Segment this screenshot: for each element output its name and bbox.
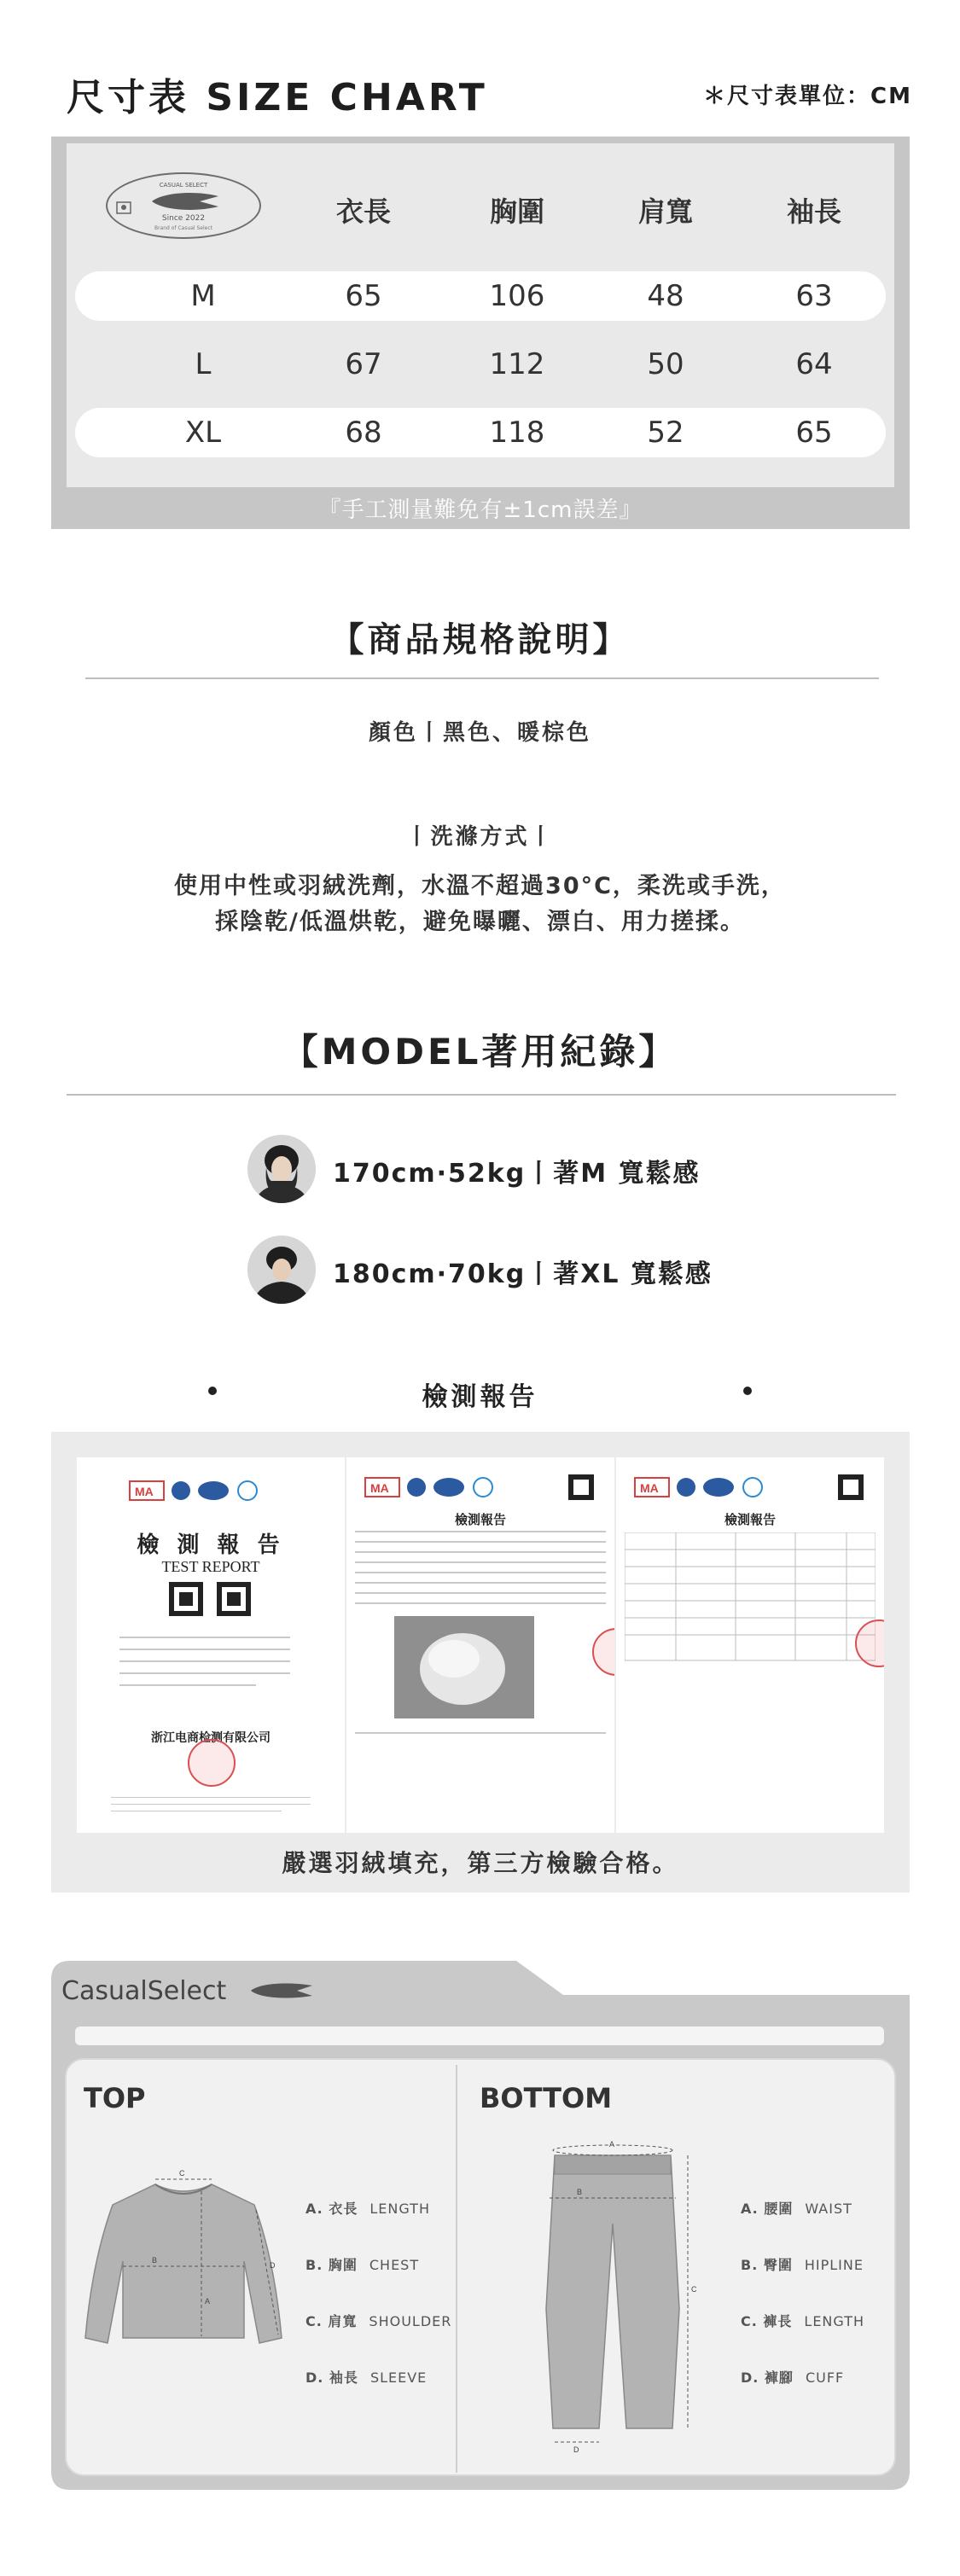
- svg-text:A: A: [205, 2297, 211, 2306]
- red-stamp-icon: [188, 1739, 236, 1787]
- svg-text:B: B: [577, 2188, 583, 2196]
- svg-text:B: B: [152, 2256, 158, 2265]
- divider: [75, 2026, 884, 2045]
- test-report-page-2: [346, 1457, 614, 1833]
- size-chart-inner: [67, 143, 894, 487]
- measurement-error-note: 『手工測量難免有±1cm誤差』: [318, 497, 643, 523]
- svg-text:D: D: [573, 2445, 579, 2454]
- qr-code-icon: [169, 1582, 254, 1616]
- red-stamp-icon: [592, 1628, 614, 1676]
- wash-instructions: 使用中性或羽絨洗劑，水溫不超過30°C，柔洗或手洗， 採陰乾/低溫烘乾，避免曝曬、漂白、用力搓揉。: [174, 873, 786, 935]
- divider: [85, 677, 879, 679]
- bottom-label-hipline: B. 臀圍 HIPLINE: [741, 2257, 864, 2273]
- size-chart-title: 尺寸表 SIZE CHART: [67, 76, 488, 119]
- brand-logo-icon: [249, 1981, 314, 2000]
- header-length: 衣長: [335, 195, 391, 228]
- size-chart-unit: ＊尺寸表單位：CM: [703, 84, 912, 109]
- report-caption: 嚴選羽絨填充，第三方檢驗合格。: [282, 1849, 679, 1877]
- model-record: [247, 1135, 845, 1203]
- svg-text:MA: MA: [640, 1481, 659, 1495]
- bottom-label-waist: A. 腰圍 WAIST: [741, 2201, 852, 2217]
- divider: [456, 2065, 457, 2473]
- size-chart-table: [51, 137, 910, 529]
- svg-text:MA: MA: [135, 1485, 154, 1498]
- bottom-label-length: C. 褲長 LENGTH: [741, 2313, 865, 2329]
- model-record-text: 180cm·70kg丨著XL 寬鬆感: [333, 1259, 713, 1289]
- model-title: 【MODEL著用紀錄】: [282, 1031, 678, 1073]
- wash-title: 丨洗滌方式丨: [405, 824, 555, 850]
- top-label-sleeve: D. 袖長 SLEEVE: [305, 2370, 428, 2386]
- test-report-page-3: [616, 1457, 884, 1833]
- bottom-label-cuff: D. 褲腳 CUFF: [741, 2370, 845, 2386]
- report-doc-title: 檢測報告: [454, 1512, 506, 1527]
- top-label-shoulder: C. 肩寬 SHOULDER: [305, 2313, 452, 2329]
- table-row: L 67 112 50 64: [195, 347, 833, 381]
- sweater-diagram-icon: [77, 2167, 290, 2364]
- header-chest: 胸圍: [489, 195, 544, 228]
- svg-text:C: C: [691, 2285, 697, 2294]
- bottom-guide-title: BOTTOM: [480, 2082, 613, 2114]
- male-model-avatar-icon: [247, 1236, 316, 1304]
- report-doc-title: 檢 測 報 告: [137, 1532, 285, 1558]
- svg-text:A: A: [609, 2140, 615, 2149]
- top-label-length: A. 衣長 LENGTH: [305, 2201, 430, 2217]
- top-label-chest: B. 胸圍 CHEST: [305, 2257, 420, 2273]
- svg-text:D: D: [270, 2261, 276, 2270]
- report-company: 浙江电商检测有限公司: [151, 1731, 271, 1745]
- model-record-text: 170cm·52kg丨著M 寬鬆感: [333, 1159, 701, 1189]
- report-doc-title: 檢測報告: [724, 1512, 776, 1527]
- report-title: 檢測報告: [422, 1382, 538, 1412]
- top-guide-title: TOP: [84, 2082, 146, 2114]
- pants-diagram-icon: [521, 2138, 708, 2454]
- svg-text:MA: MA: [370, 1481, 389, 1495]
- female-model-avatar-icon: [247, 1135, 316, 1203]
- header-shoulder: 肩寬: [637, 195, 693, 228]
- bullet-dot: [743, 1387, 752, 1395]
- test-report-cover: [77, 1457, 345, 1833]
- table-row: XL 68 118 52 65: [75, 408, 886, 457]
- model-record: [247, 1236, 845, 1304]
- brand-wordmark: CasualSelect: [61, 1976, 227, 2006]
- down-sample-photo: [394, 1616, 534, 1718]
- report-doc-subtitle: TEST REPORT: [161, 1558, 260, 1575]
- table-row: M 65 106 48 63: [75, 271, 886, 321]
- test-report-panel: [51, 1432, 910, 1893]
- results-table: [625, 1532, 876, 1686]
- svg-text:C: C: [179, 2169, 185, 2178]
- divider: [67, 1094, 896, 1096]
- color-options: 顏色丨黑色、暖棕色: [368, 720, 591, 746]
- spec-title: 【商品規格說明】: [329, 620, 631, 660]
- header-sleeve: 袖長: [786, 195, 841, 228]
- brand-logo-seal: CASUAL SELECT Since 2022 Brand of Casual Select: [106, 172, 261, 239]
